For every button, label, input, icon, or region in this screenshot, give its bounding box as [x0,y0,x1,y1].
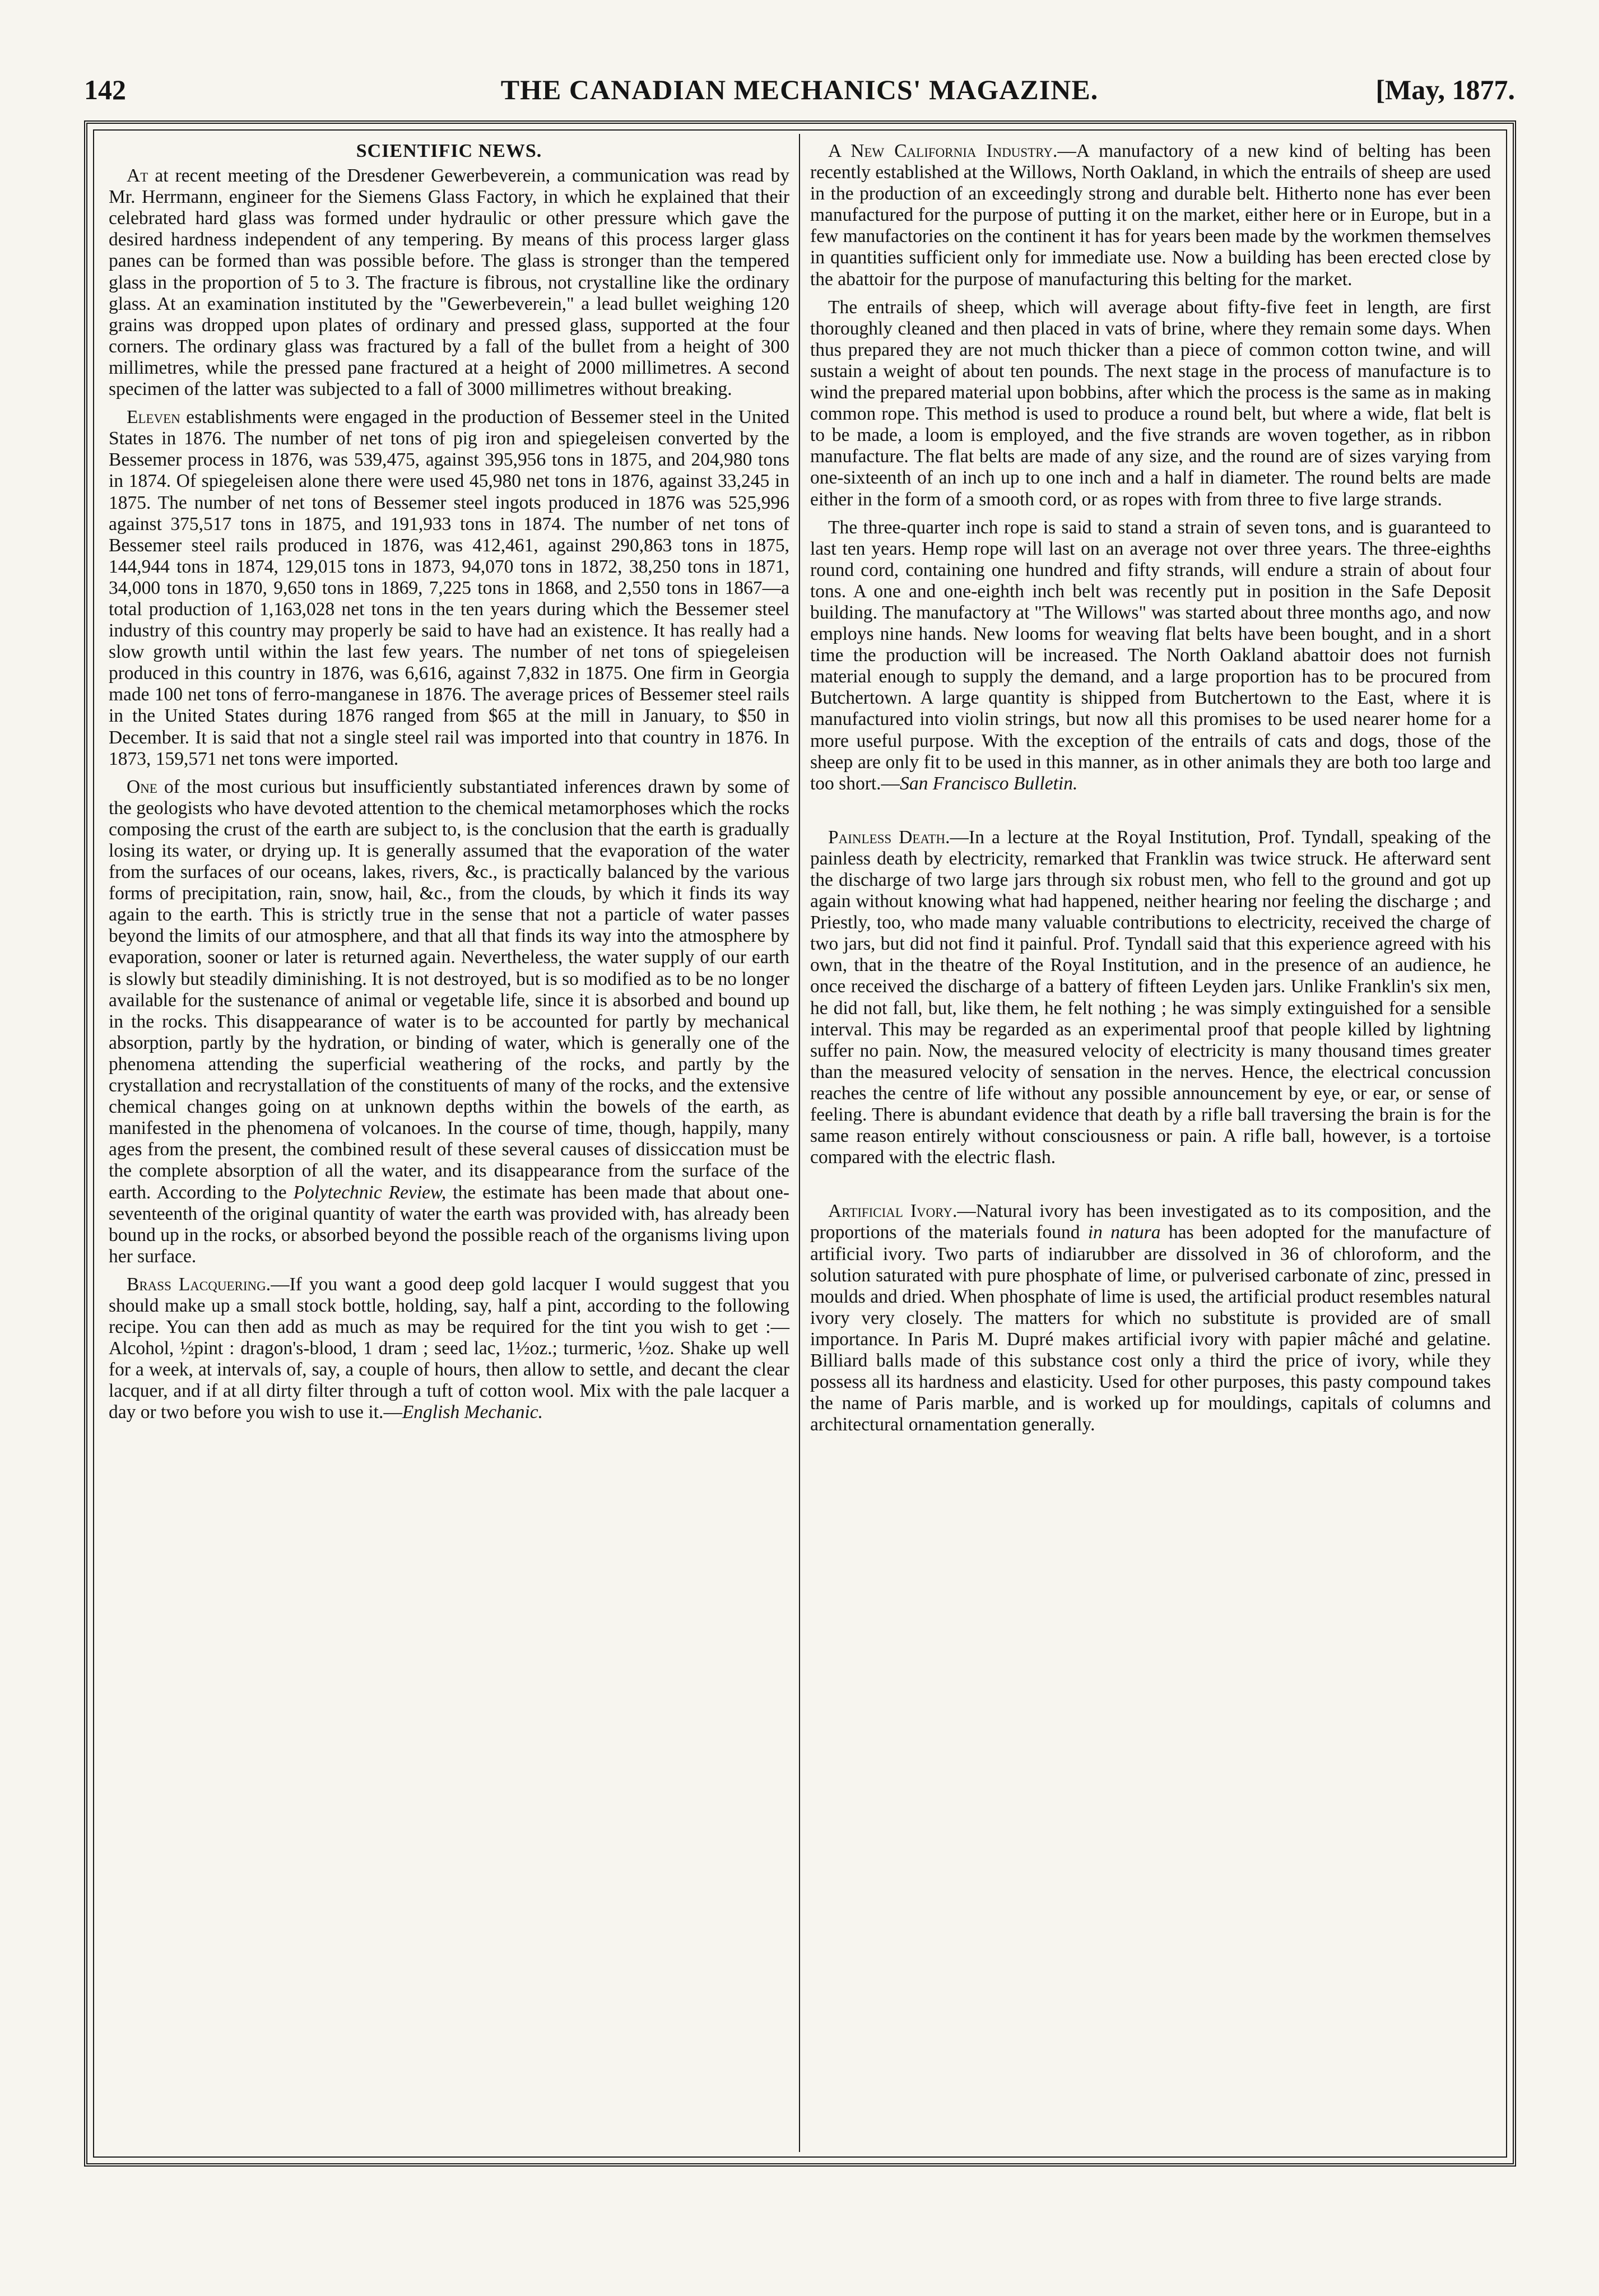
article-body: —A manufactory of a new kind of belting has been recently established at the Willows, North Oakland, in which the entrails of sheep are used in the production of an exceedingly strong and durable belt. Hitherto none has ever been manufactured for the purpose of putting it on the market, either here or in Europe, but in a few manufactories on the continent it has for years been made by the workmen themselves in quantities sufficient only for immediate use. Now a building has been erected close by the abattoir for the purpose of manufacturing this belting for the market. [810,141,1491,290]
article-lead-word: At [127,165,148,187]
article-source: English Mechanic. [402,1402,543,1423]
article-california-industry-rope [810,517,1491,794]
article-body: —Natural ivory has been investigated as to its composition, and the proportions of the materials found [810,1201,1491,1243]
page-number: 142 [84,74,126,105]
running-head [84,67,1515,112]
section-heading: SCIENTIFIC NEWS. [356,141,542,161]
article-painless-death [810,827,1491,1169]
article-body: —If you want a good deep gold lacquer I would suggest that you should make up a small stock bottle, holding, say, half a pint, according to the following recipe. You can then add as much as may be required for the tint you wish to get :—Alcohol, ½pint : dragon's-blood, 1 dram ; seed lac, 1½oz.; turmeric, ½oz. Shake up well for a week, at intervals of, say, a couple of hours, then allow to settle, and decant the clear lacquer, and if at all dirty filter through a tuft of cotton wool. Mix with the pale lacquer a day or two before you wish to use it.— [109,1274,789,1423]
article-title: Brass Lacquering. [127,1274,271,1295]
article-title: Artificial Ivory. [828,1201,957,1222]
article-body-continued: has been adopted for the manufacture of artificial ivory. Two parts of indiarubber are dissolved in 36 of chloroform, and the solution saturated with pure phosphate of lime, or pulverised carbonate of zinc, pressed in moulds and dried. When phosphate of lime is used, the artificial product resembles natural ivory very closely. The matters for which no substitute is provided are of small importance. In Paris M. Dupré makes artificial ivory with papier mâché and gelatine. Billiard balls made of this substance cost only a third the price of ivory, while they possess all its hardness and elasticity. Used for other purposes, this pasty compound takes the name of Paris marble, and is worked up for mouldings, capitals of columns and architectural ornamentation generally. [810,1222,1491,1435]
article-california-industry-entrails: The entrails of sheep, which will average about fifty-five feet in length, are first thoroughly cleaned and then placed in vats of brine, where they remain some days. When thus prepared they are not much thicker than a piece of common cotton twine, and will sustain a weight of about ten pounds. The next stage in the process of manufacture is to wind the prepared material upon bobbins, after which the process is the same as in making common rope. This method is used to produce a round belt, but where a wide, flat belt is to be made, a loom is employed, and the five strands are woven together, as in ribbon manufacture. The flat belts are made of any size, and the round are of sizes varying from one-sixteenth of an inch up to one inch and a half in diameter. The round belts are made either in the form of a smooth cord, or as ropes with from three to five large strands. [810,296,1491,510]
article-body: at recent meeting of the Dresdener Gewerbeverein, a communication was read by Mr. Herrmann, engineer for the Siemens Glass Factory, in which he explained that their celebrated hard glass was formed under hydraulic or other pressure which gave the desired hardness independent of any tempering. By means of this process larger glass panes can be formed than was possible before. The glass is stronger than the tempered glass in the proportion of 5 to 3. The fracture is fibrous, not crystalline like the ordinary glass. At an examination instituted by the "Gewerbeverein," a lead bullet weighing 120 grains was dropped upon plates of ordinary and pressed glass, supported at the four corners. The ordinary glass was fractured by a fall of the bullet from a height of 300 millimetres, while the pressed pane fractured at a height of 2000 millimetres. A second specimen of the latter was subjected to a fall of 3000 millimetres without breaking. [109,165,789,400]
article-body: of the most curious but insufficiently substantiated inferences drawn by some of the geologists who have devoted attention to the chemical metamorphoses which the rocks composing the crust of the earth are subject to, is the conclusion that the earth is gradually losing its water, or drying up. It is generally assumed that the evaporation of the water from the surfaces of our oceans, lakes, rivers, &c., is practically balanced by the various forms of precipitation, rain, snow, hail, &c., from the clouds, by which it finds its way again to the earth. This is strictly true in the sense that not a particle of water passes beyond the limits of our atmosphere, and that all that finds its way into the atmosphere by evaporation, sooner or later is returned again. Nevertheless, the water supply of our earth is slowly but steadily diminishing. It is not destroyed, but is so modified as to be no longer available for the sustenance of animal or vegetable life, since it is absorbed and bound up in the rocks. This disappearance of water is to be accounted for partly by mechanical absorption, partly by the hydration, or binding of water, which is generally one of the phenomena attending the superficial weathering of the rocks, and partly by the crystallation and recrystallation of the constituents of many of the rocks, and the extensive chemical changes going on at unknown depths within the bowels of the earth, as manifested in the phenomena of volcanoes. In the course of time, though, happily, many ages from the present, the combined result of these several causes of dissiccation must be the complete absorption of all the water, and its disappearance from the surface of the earth. According to the [109,776,789,1203]
article-artificial-ivory [810,1201,1491,1435]
article-body: —In a lecture at the Royal Institution, Prof. Tyndall, speaking of the painless death by electricity, remarked that Franklin was twice struck. He afterward sent the discharge of two large jars through six robust men, who fell to the ground and got up again without knowing what had happened, neither hearing nor feeling the discharge ; and Priestly, too, who made many valuable contributions to electricity, received the charge of two jars, but did not find it painful. Prof. Tyndall said that this experience agreed with his own, that in the theatre of the Royal Institution, and in the presence of an audience, he once received the discharge of a battery of fifteen Leyden jars. Unlike Franklin's six men, he did not fall, but, like them, he felt nothing ; he was simply extinguished for a sensible interval. This may be regarded as an experimental proof that people killed by lightning suffer no pain. Now, the measured velocity of electricity is many thousand times greater than the measured velocity of sensation in the nerves. Hence, the electrical concussion reaches the centre of life without any possible announcement by eye, or ear, or sense of feeling. There is abundant evidence that death by a rifle ball traversing the brain is for the same reason entirely without consciousness or pain. A rifle ball, however, is a tortoise compared with the electric flash. [810,826,1491,1168]
article-earth-drying [109,777,789,1267]
article-title: A New California Industry. [828,141,1058,161]
article-body: establishments were engaged in the production of Bessemer steel in the United States in 1876. The number of net tons of pig iron and spiegeleisen converted by the Bessemer process in 1876, was 539,475, against 395,956 tons in 1875, and 204,980 tons in 1874. Of spiegeleisen alone there were used 45,980 net tons in 1876, against 33,245 in 1875. The number of net tons of Bessemer steel ingots produced in 1876 was 525,996 against 375,517 tons in 1875, and 191,933 tons in 1874. The number of net tons of Bessemer steel rails produced in 1876, was 412,461, against 290,863 tons in 1875, 144,944 tons in 1874, 129,015 tons in 1873, 94,070 tons in 1872, 38,250 tons in 1871, 34,000 tons in 1870, 9,650 tons in 1869, 7,225 tons in 1868, and 2,550 tons in 1867—a total production of 1,163,028 net tons in the ten years during which the Bessemer steel industry of this country may properly be said to have had an existence. It has really had a slow growth until within the last few years. The number of net tons of spiegeleisen produced in this country in 1876, was 6,616, against 7,832 in 1875. One firm in Georgia made 100 net tons of ferro-manganese in 1876. The average prices of Bessemer steel rails in the United States during 1876 ranged from $65 at the mill in January, to $50 in December. It is said that not a single steel rail was imported into that country in 1876. In 1873, 159,571 net tons were imported. [109,407,789,769]
latin-phrase: in natura [1087,1222,1161,1243]
article-body: The three-quarter inch rope is said to stand a strain of seven tons, and is guaranteed to last ten years. Hemp rope will last on an average not over three years. The three-eighths round cord, containing one hundred and fifty strands, will endure a strain of about four tons. A one and one-eighth inch belt was recently put in position in the Safe Deposit building. The manufactory at "The Willows" was started about three months ago, and now employs nine hands. New looms for weaving flat belts have been bought, and in a short time the production will be increased. The North Oakland abattoir does not furnish material enough to supply the demand, and a large proportion has to be procured from Butchertown. A large quantity is shipped from Butchertown to the East, where it is manufactured into violin strings, but now all this promises to be used nearer home for a more useful purpose. With the exception of the entrails of cats and dogs, those of the sheep are only fit to be used in this manner, as in other animals they are both too large and too short.— [810,517,1491,794]
page-frame [84,120,1516,2167]
column-divider [799,134,800,2152]
article-bessemer-steel [109,407,789,770]
article-title: Painless Death. [828,826,950,848]
article-brass-lacquering [109,1274,789,1424]
article-source: San Francisco Bulletin. [900,773,1078,794]
issue-date: [May, 1877. [1375,74,1515,105]
article-hard-glass [109,165,789,400]
article-lead-word: Eleven [127,407,180,428]
article-lead-word: One [127,776,157,797]
left-column [109,141,789,1424]
right-column [810,141,1491,1435]
journal-title: Polytechnic Review, [293,1182,447,1203]
article-california-industry [810,141,1491,290]
article-body-continued: the estimate has been made that about one-seventeenth of the original quantity of water the earth was provided with, has already been bound up in the rocks, or absorbed beyond the possible reach of the organisms living upon her surface. [109,1182,789,1267]
magazine-title: THE CANADIAN MECHANICS' MAGAZINE. [500,74,1099,105]
